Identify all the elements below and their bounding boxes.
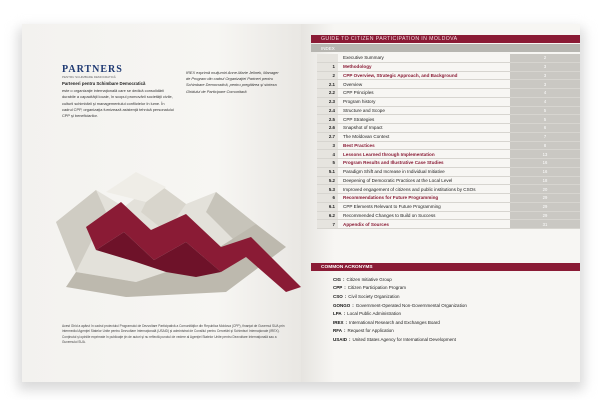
toc-row	[317, 133, 580, 142]
toc-number: 2	[317, 72, 338, 80]
acronym-list	[333, 275, 573, 344]
acronym-definition: Government-Operated Non-Governmental Organization	[355, 302, 467, 308]
toc-number: 2.5	[317, 115, 338, 123]
acronym-item	[333, 327, 573, 336]
toc-page-number: 4	[510, 98, 580, 106]
toc-title: Appendix of Sources	[343, 221, 389, 227]
toc-title: CPP Elements Relevant to Future Programming	[343, 204, 441, 210]
left-page	[22, 24, 301, 382]
acronym-abbreviation: CIG	[333, 276, 342, 282]
acronym-separator: :	[352, 302, 354, 308]
toc-page-number: 20	[510, 185, 580, 193]
toc-row	[317, 185, 580, 194]
toc-title: Program Results and Illustrative Case Studies	[343, 160, 444, 166]
funding-footnote: Acest Ghid a apărut în cadrul proiectului Programului de Dezvoltare Participativă a Comunităţilor din Republica Moldova (CPP), finanţat de Guvernul SUA prin intermediul Agenţiei Statelor Unite pentru Dezvoltare Internaţională (USAID) şi administrat de Consiliul pentru Cercetări şi Schimburi Internaţionale (IREX). Conţinutul şi opiniile exprimate în publicaţie ţin de autori şi nu reflectă punctul de vedere al Agenţiei Statelor Unite pentru Dezvoltare Internaţională sau a Guvernului SUA.	[62, 324, 285, 345]
toc-row	[317, 142, 580, 151]
acronym-abbreviation: LPA	[333, 311, 342, 317]
acronyms-label: COMMON ACRONYMS	[321, 264, 373, 270]
acronym-item	[333, 275, 573, 284]
acronym-abbreviation: CPP	[333, 285, 343, 291]
toc-page-number: 16	[510, 168, 580, 176]
toc-number: 6.1	[317, 203, 338, 211]
toc-page-number: 7	[510, 133, 580, 141]
toc-row	[317, 177, 580, 186]
toc-number: 5.2	[317, 177, 338, 185]
acronym-abbreviation: IREX	[333, 319, 344, 325]
toc-row	[317, 54, 580, 63]
toc-page-number: 8	[510, 142, 580, 150]
toc-title: Deepening of Democratic Practices at the Local Level	[343, 177, 453, 183]
guide-title: GUIDE TO CITIZEN PARTICIPATION IN MOLDOVA	[321, 36, 458, 42]
acronym-item	[333, 335, 573, 344]
acronym-definition: Request for Application	[347, 328, 394, 334]
toc-page-number: 5	[510, 107, 580, 115]
acknowledgement-text: IREX exprimă mulţumiri Anne-Marie Jelinek, Manager de Program din cadrul Organizaţiei Partneri pentru Schimbare Democratică, pentru pregătirea şi sinteza Ghidului de Participare Comunitară	[186, 70, 279, 94]
folded-mountain-illustration	[46, 152, 301, 302]
logo-subtitle: PENTRU SCHIMBARE DEMOCRATICĂ	[62, 75, 116, 79]
toc-title: Improved engagement of citizens and public institutions by CSOs	[343, 186, 476, 192]
toc-number: 2.7	[317, 133, 338, 141]
toc-title: Paradigm Shift and Increase in Individual Initiative	[343, 169, 445, 175]
acronym-definition: International Research and Exchanges Board	[349, 319, 440, 325]
toc-number: 6.2	[317, 212, 338, 220]
toc-title: CPP Principles	[343, 90, 374, 96]
toc-number: 5	[317, 159, 338, 167]
toc-title: Overview	[343, 81, 363, 87]
acronym-separator: :	[343, 276, 345, 282]
toc-title: Lessons Learned through Implementation	[343, 151, 435, 157]
acronym-abbreviation: CSO	[333, 293, 343, 299]
toc-title: The Moldovan Context	[343, 134, 390, 140]
acronym-separator: :	[344, 293, 347, 299]
toc-row	[317, 72, 580, 81]
toc-page-number: 3	[510, 80, 580, 88]
acronym-definition: Civil Society Organization	[348, 293, 400, 299]
acronym-separator: :	[343, 311, 346, 317]
toc-number: 1	[317, 63, 338, 71]
toc-row	[317, 63, 580, 72]
toc-title: Program history	[343, 99, 376, 105]
toc-number: 6	[317, 194, 338, 202]
acronym-separator: :	[349, 336, 351, 342]
acronym-definition: Local Public Administration	[347, 311, 401, 317]
toc-title: Best Practices	[343, 142, 375, 148]
toc-row	[317, 124, 580, 133]
toc-page-number: 2	[510, 54, 580, 62]
toc-page-number: 29	[510, 194, 580, 202]
toc-row	[317, 107, 580, 116]
acronym-item	[333, 284, 573, 293]
toc-title: Executive Summary	[343, 55, 384, 61]
toc-number: 5.3	[317, 185, 338, 193]
toc-row	[317, 98, 580, 107]
organization-description: este o organizaţie internaţională care se dedică consolidării durabile a capacităţii locale, în scopul promovării societăţii civile, culturii schimbării şi managementului conflictelor în lume. În cadrul CPP, organizaţia furnizează asistenţă tehnică personalului CPP şi beneficiarilor.	[62, 88, 174, 119]
acronym-abbreviation: RFA	[333, 328, 342, 334]
toc-page-number: 31	[510, 220, 580, 228]
toc-row	[317, 150, 580, 159]
toc-row	[317, 80, 580, 89]
acronym-item	[333, 318, 573, 327]
toc-row	[317, 168, 580, 177]
index-label: INDEX	[321, 46, 335, 51]
partners-logo: PARTNERS	[62, 64, 123, 75]
toc-number: 4	[317, 150, 338, 158]
acronym-item	[333, 301, 573, 310]
toc-page-number: 18	[510, 177, 580, 185]
toc-title: CPP Strategies	[343, 116, 375, 122]
toc-row	[317, 220, 580, 229]
toc-number: 2.2	[317, 89, 338, 97]
toc-page-number: 6	[510, 124, 580, 132]
toc-row	[317, 194, 580, 203]
toc-page-number: 3	[510, 72, 580, 80]
toc-title: Methodology	[343, 64, 372, 70]
toc-number: 7	[317, 220, 338, 228]
organization-title: Parteneri pentru Schimbare Democratică	[62, 81, 146, 86]
acronym-separator: :	[344, 328, 346, 334]
toc-title: CPP Overview, Strategic Approach, and Background	[343, 72, 458, 78]
toc-row	[317, 203, 580, 212]
table-of-contents	[317, 54, 580, 229]
acronym-abbreviation: GONGO	[333, 302, 351, 308]
acronym-item	[333, 309, 573, 318]
acronym-definition: Citizen Participation Program	[347, 285, 407, 291]
toc-number: 2.6	[317, 124, 338, 132]
toc-number: 3	[317, 142, 338, 150]
toc-page-number: 3	[510, 63, 580, 71]
acronym-separator: :	[344, 285, 346, 291]
toc-number	[317, 54, 338, 62]
acronym-definition: Citizen Initiative Group	[346, 276, 392, 282]
toc-number: 2.3	[317, 98, 338, 106]
toc-row	[317, 115, 580, 124]
right-page	[301, 24, 580, 382]
toc-page-number: 29	[510, 203, 580, 211]
toc-number: 2.1	[317, 80, 338, 88]
acronym-definition: United States Agency for International Development	[352, 336, 456, 342]
acronym-item	[333, 292, 573, 301]
toc-page-number: 16	[510, 159, 580, 167]
toc-title: Recommended Changes to Build on Success	[343, 212, 436, 218]
toc-row	[317, 159, 580, 168]
toc-page-number: 4	[510, 89, 580, 97]
toc-title: Recommendations for Future Programming	[343, 195, 439, 201]
acronym-abbreviation: USAID	[333, 336, 348, 342]
index-header-bar	[311, 44, 580, 52]
open-booklet	[22, 24, 580, 382]
toc-page-number: 29	[510, 212, 580, 220]
toc-row	[317, 89, 580, 98]
toc-title: Structure and Scope	[343, 107, 385, 113]
toc-number: 2.4	[317, 107, 338, 115]
toc-title: Snapshot of Impact	[343, 125, 383, 131]
acronym-separator: :	[345, 319, 348, 325]
toc-page-number: 13	[510, 150, 580, 158]
toc-number: 5.1	[317, 168, 338, 176]
toc-page-number: 5	[510, 115, 580, 123]
toc-row	[317, 212, 580, 221]
